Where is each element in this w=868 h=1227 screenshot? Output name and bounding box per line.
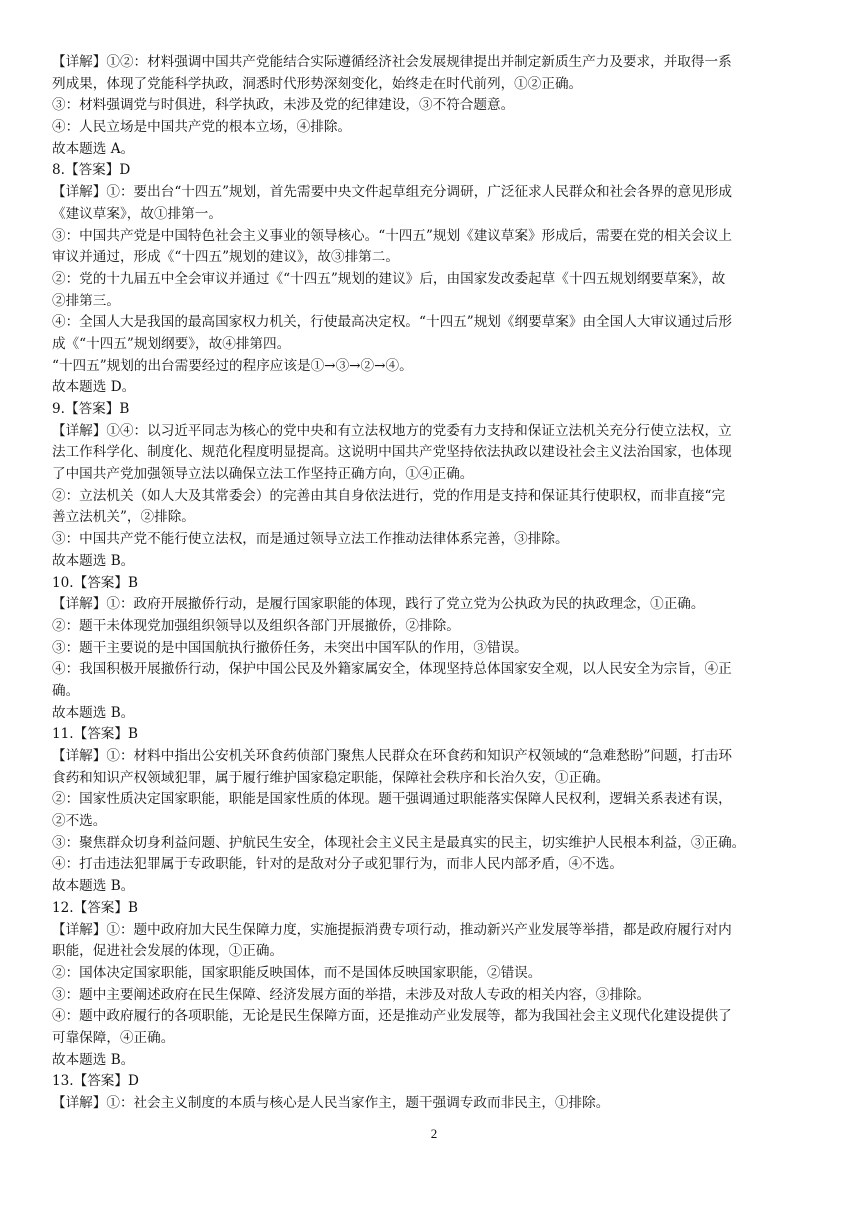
page-number: 2	[430, 1126, 438, 1141]
text-line: ②：立法机关（如人大及其常委会）的完善由其自身依法进行，党的作用是支持和保证其行使职权，而非直接“完	[52, 487, 726, 504]
text-line: ②：国体决定国家职能，国家职能反映国体，而不是国体反映国家职能，②错误。	[52, 964, 542, 981]
text-line: ②排第三。	[52, 292, 120, 309]
text-line: 【详解】①：政府开展撤侨行动，是履行国家职能的体现，践行了党立党为公执政为民的执政理念，①正确。	[52, 596, 705, 613]
text-line: 故本题选 B。	[52, 1051, 135, 1068]
text-line: ③：聚焦群众切身利益问题、护航民生安全，体现社会主义民主是最真实的民主，切实维护人民根本利益，③正确。	[52, 834, 746, 851]
text-line: 审议并通过，形成《“十四五”规划的建议》，故③排第二。	[52, 249, 399, 266]
text-line: 8.【答案】D	[52, 162, 131, 179]
text-line: ②：党的十九届五中全会审议并通过《“十四五”规划的建议》后，由国家发改委起草《十四五规划纲要草案》，故	[52, 270, 726, 287]
text-line: 列成果，体现了党能科学执政，洞悉时代形势深刻变化，始终走在时代前列，①②正确。	[52, 75, 583, 92]
text-line: 【详解】①②：材料强调中国共产党能结合实际遵循经济社会发展规律提出并制定新质生产力及要求，并取得一系	[52, 54, 732, 70]
text-line: ④：打击违法犯罪属于专政职能，针对的是敌对分子或犯罪行为，而非人民内部矛盾，④不选。	[52, 856, 623, 873]
text-line: 9.【答案】B	[52, 401, 130, 417]
text-line: ②不选。	[52, 813, 107, 830]
document-body	[52, 52, 822, 1115]
text-line: 成《“十四五”规划纲要》，故④排第四。	[52, 335, 291, 352]
text-line: 故本题选 B。	[52, 878, 135, 895]
text-line: 法工作科学化、制度化、规范化程度明显提高。这说明中国共产党坚持依法执政以建设社会主义法治国家，也体现	[52, 444, 732, 461]
text-line: ④：题中政府履行的各项职能，无论是民生保障方面，还是推动产业发展等，都为我国社会主义现代化建设提供了	[52, 1008, 732, 1025]
text-line: 确。	[52, 682, 80, 699]
text-line: ③：中国共产党不能行使立法权，而是通过领导立法工作推动法律体系完善，③排除。	[52, 531, 569, 548]
text-line: “十四五”规划的出台需要经过的程序应该是①→③→②→④。	[52, 357, 413, 374]
text-line: ③：材料强调党与时俱进，科学执政，未涉及党的纪律建设，③不符合题意。	[52, 97, 515, 114]
text-line: ④：全国人大是我国的最高国家权力机关，行使最高决定权。“十四五”规划《纲要草案》由全国人大审议通过后形	[52, 314, 732, 331]
text-line: 故本题选 B。	[52, 704, 135, 721]
text-line: 【详解】①：要出台“十四五”规划，首先需要中央文件起草组充分调研，广泛征求人民群众和社会各界的意见形成	[52, 184, 732, 201]
text-line: 食药和知识产权领域犯罪，属于履行维护国家稳定职能，保障社会秩序和长治久安，①正确。	[52, 769, 610, 786]
text-line: 10.【答案】B	[52, 574, 138, 591]
text-line: 【详解】①：社会主义制度的本质与核心是人民当家作主，题干强调专政而非民主，①排除。	[52, 1095, 610, 1111]
text-line: ③：题干主要说的是中国国航执行撤侨任务，未突出中国军队的作用，③错误。	[52, 639, 528, 656]
text-line: 【详解】①：材料中指出公安机关环食药侦部门聚焦人民群众在环食药和知识产权领域的“急难愁盼”问题，打击环	[52, 748, 732, 764]
text-line: 可靠保障，④正确。	[52, 1029, 175, 1046]
text-line: ④：我国积极开展撤侨行动，保护中国公民及外籍家属安全，体现坚持总体国家安全观，以人民安全为宗旨，④正	[52, 661, 732, 678]
text-line: ②：题干未体现党加强组织领导以及组织各部门开展撤侨，②排除。	[52, 617, 460, 634]
text-line: 故本题选 B。	[52, 552, 135, 569]
text-line: 善立法机关”，②排除。	[52, 509, 195, 526]
text-line: ③：题中主要阐述政府在民生保障、经济发展方面的举措，未涉及对敌人专政的相关内容，③排除。	[52, 986, 651, 1003]
text-line: 故本题选 A。	[52, 140, 135, 157]
text-line: 【详解】①④：以习近平同志为核心的党中央和有立法权地方的党委有力支持和保证立法机关充分行使立法权，立	[52, 422, 732, 439]
text-line: 职能，促进社会发展的体现，①正确。	[52, 943, 284, 960]
text-line: 了中国共产党加强领导立法以确保立法工作坚持正确方向，①④正确。	[52, 466, 474, 483]
text-line: 13.【答案】D	[52, 1073, 139, 1090]
text-line: 12.【答案】B	[52, 899, 138, 916]
text-line: ②：国家性质决定国家职能，职能是国家性质的体现。题干强调通过职能落实保障人民权利，逻辑关系表述有误，	[52, 791, 732, 808]
text-line: 【详解】①：题中政府加大民生保障力度，实施提振消费专项行动，推动新兴产业发展等举措，都是政府履行对内	[52, 921, 732, 938]
text-line: 《建议草案》，故①排第一。	[52, 205, 222, 222]
text-line: ④：人民立场是中国共产党的根本立场，④排除。	[52, 119, 352, 136]
text-line: ③：中国共产党是中国特色社会主义事业的领导核心。“十四五”规划《建议草案》形成后，需要在党的相关会议上	[52, 227, 732, 244]
text-line: 11.【答案】B	[52, 726, 138, 743]
text-line: 故本题选 D。	[52, 379, 136, 396]
